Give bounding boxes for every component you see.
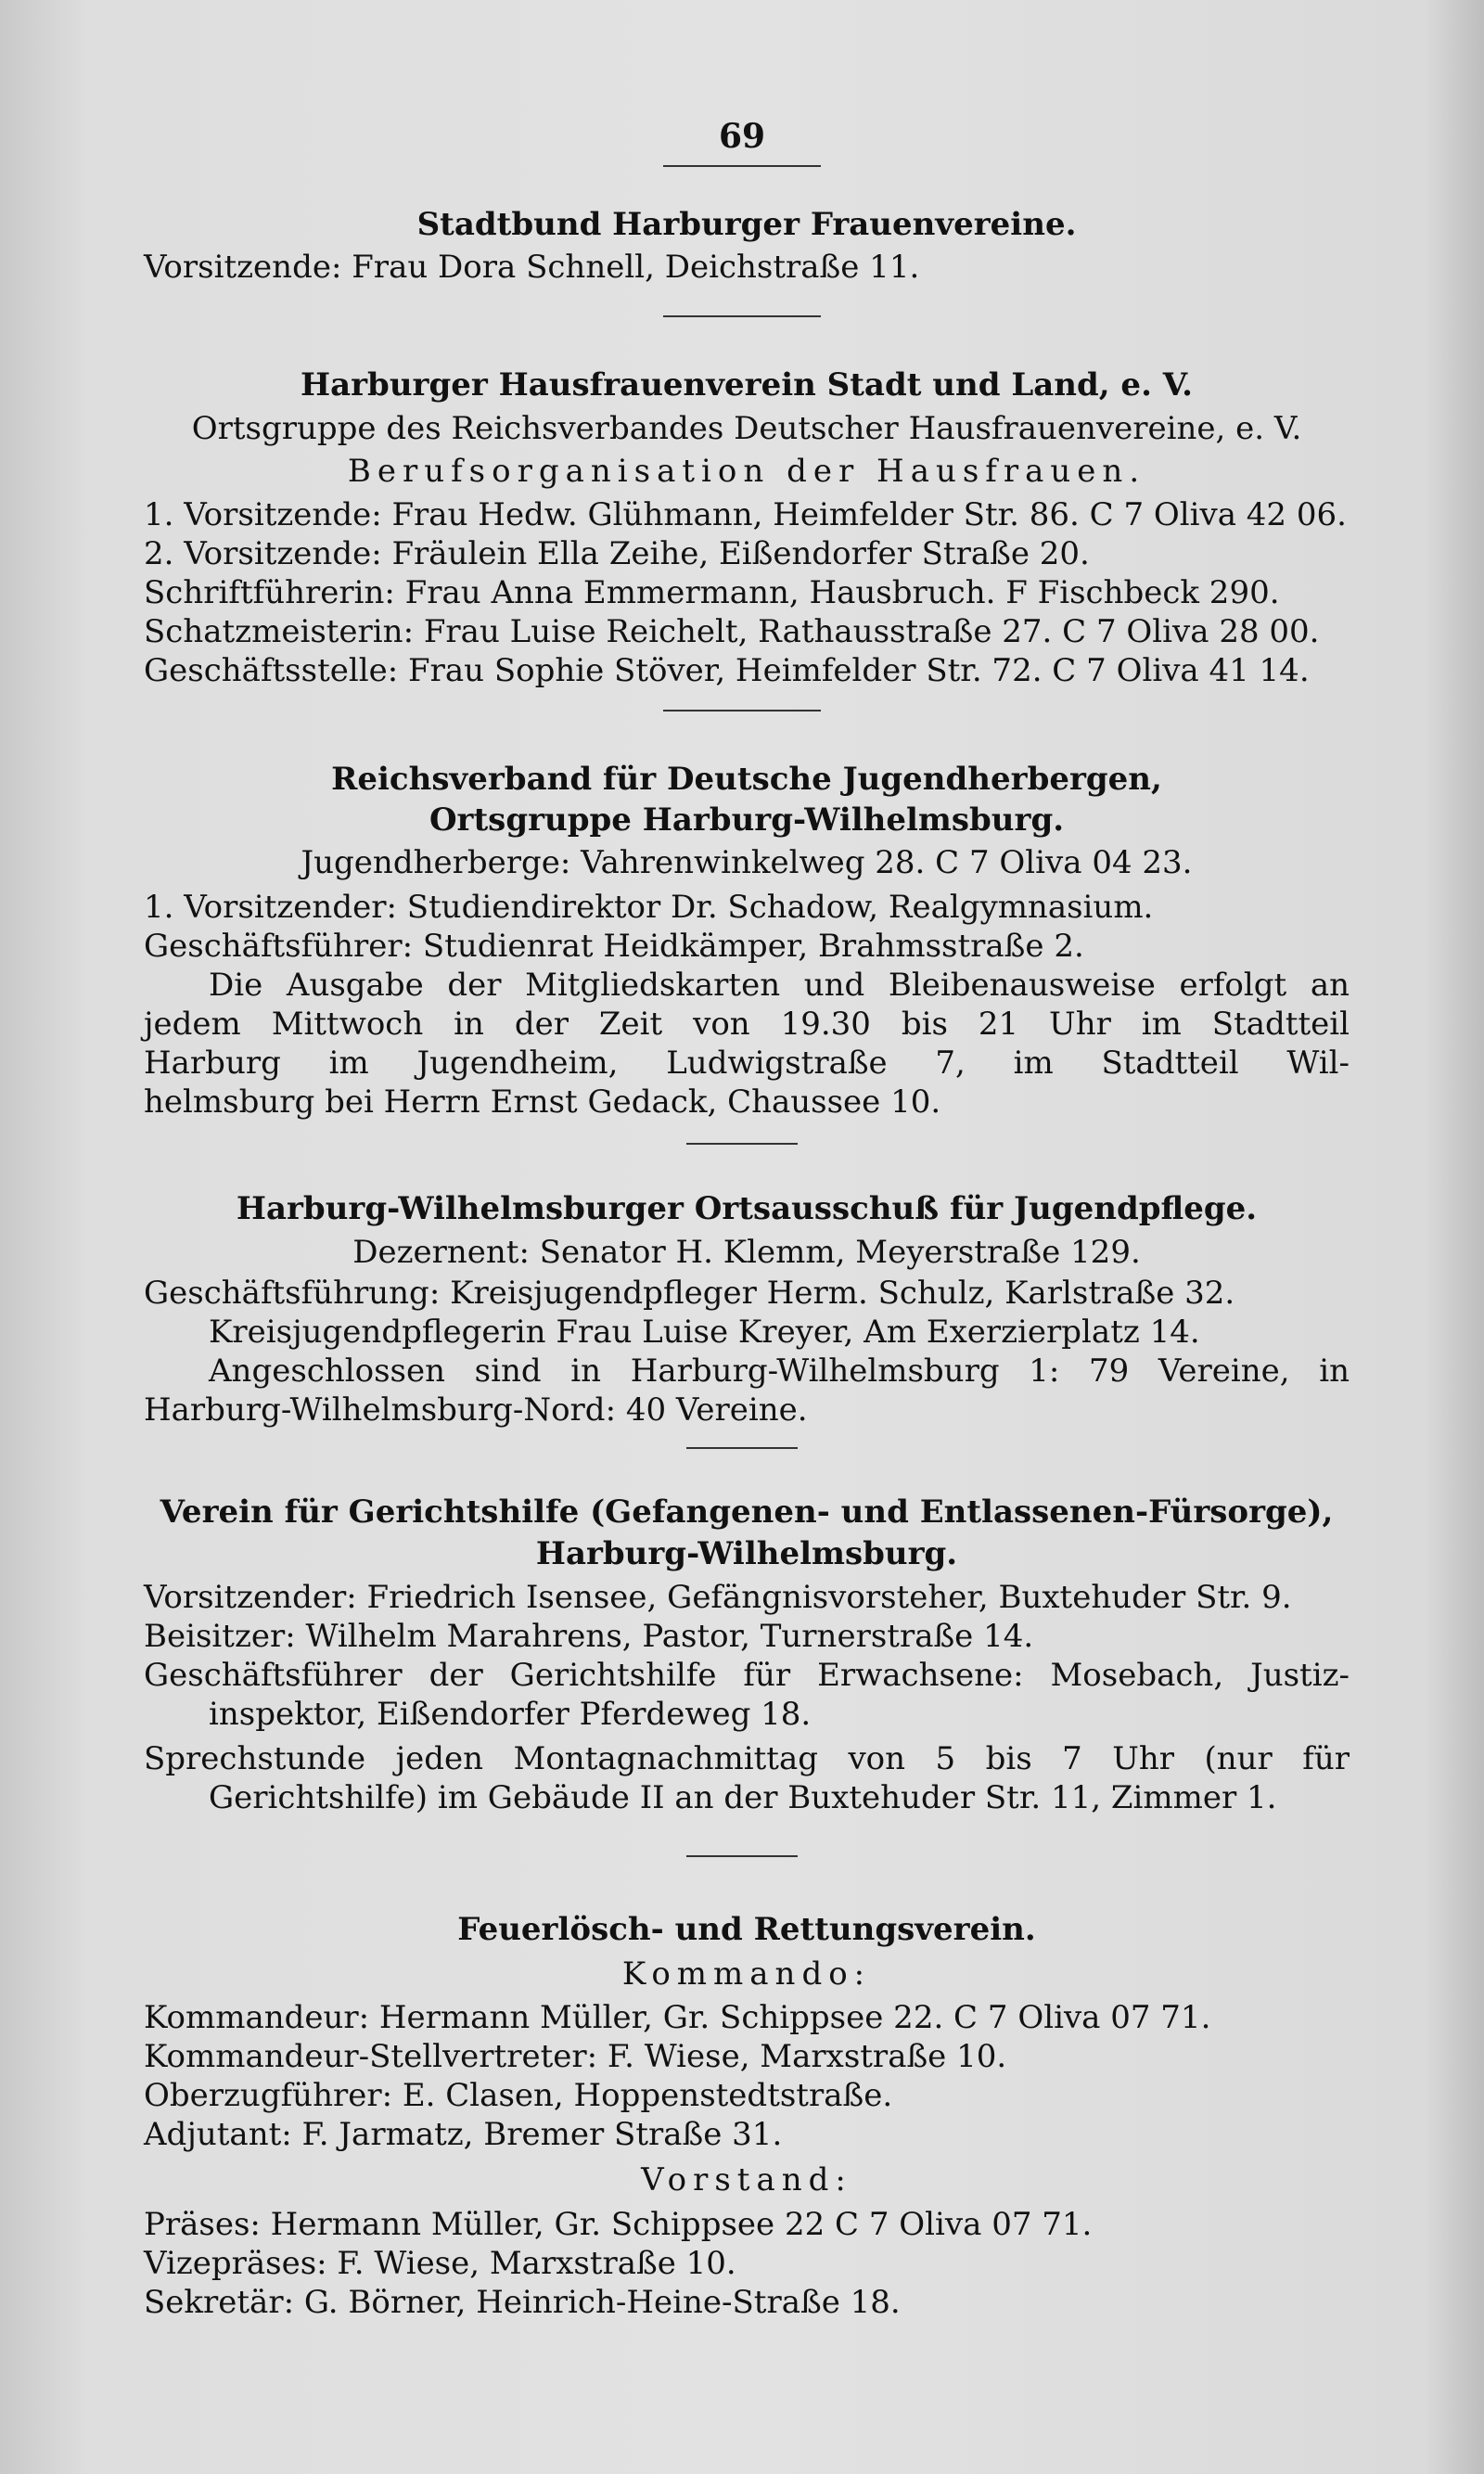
jugendherbergen-paragraph-4: helmsburg bei Herrn Ernst Gedack, Chaussee 10. bbox=[144, 1083, 941, 1121]
jugendpflege-title: Harburg-Wilhelmsburger Ortsausschuß für Jugendpflege. bbox=[236, 1190, 1258, 1227]
jugendpflege-line-5: Harburg-Wilhelmsburg-Nord: 40 Vereine. bbox=[144, 1391, 808, 1429]
jugendherbergen-paragraph-2: jedem Mittwoch in der Zeit von 19.30 bis 21 Uhr im Stadtteil bbox=[144, 1006, 1350, 1043]
divider-5 bbox=[686, 1855, 798, 1857]
divider-4 bbox=[686, 1447, 798, 1449]
feuerloesch-kommando-heading: Kommando: bbox=[621, 1955, 872, 1993]
feuerloesch-title: Feuerlösch- und Rettungsverein. bbox=[457, 1911, 1036, 1948]
hausfrauen-subtitle-1: Ortsgruppe des Reichsverbandes Deutscher Hausfrauenvereine, e. V. bbox=[191, 410, 1302, 447]
feuerloesch-line-5: Präses: Hermann Müller, Gr. Schippsee 22 C 7 Oliva 07 71. bbox=[144, 2206, 1093, 2243]
gerichtshilfe-line-5: Sprechstunde jeden Montagnachmittag von 5 bis 7 Uhr (nur für bbox=[144, 1740, 1350, 1777]
hausfrauen-title: Harburger Hausfrauenverein Stadt und Land, e. V. bbox=[300, 366, 1194, 404]
feuerloesch-line-3: Oberzugführer: E. Clasen, Hoppenstedtstraße. bbox=[144, 2077, 893, 2114]
stadtbund-title: Stadtbund Harburger Frauenvereine. bbox=[416, 206, 1077, 243]
jugendherbergen-line-1: Jugendherberge: Vahrenwinkelweg 28. C 7 Oliva 04 23. bbox=[301, 844, 1193, 881]
feuerloesch-line-6: Vizepräses: F. Wiese, Marxstraße 10. bbox=[144, 2245, 736, 2282]
feuerloesch-vorstand-heading: Vorstand: bbox=[641, 2161, 852, 2198]
jugendherbergen-paragraph-1: Die Ausgabe der Mitgliedskarten und Bleibenausweise erfolgt an bbox=[209, 967, 1350, 1004]
jugendpflege-line-1: Dezernent: Senator H. Klemm, Meyerstraße 129. bbox=[352, 1234, 1141, 1271]
divider-3 bbox=[686, 1143, 798, 1145]
jugendpflege-line-2: Geschäftsführung: Kreisjugendpfleger Herm. Schulz, Karlstraße 32. bbox=[144, 1275, 1235, 1312]
feuerloesch-line-1: Kommandeur: Hermann Müller, Gr. Schippsee 22. C 7 Oliva 07 71. bbox=[144, 1999, 1211, 2036]
jugendherbergen-paragraph-3: Harburg im Jugendheim, Ludwigstraße 7, im Stadtteil Wil- bbox=[144, 1045, 1350, 1082]
hausfrauen-line-5: Geschäftsstelle: Frau Sophie Stöver, Heimfelder Str. 72. C 7 Oliva 41 14. bbox=[144, 652, 1310, 689]
hausfrauen-line-4: Schatzmeisterin: Frau Luise Reichelt, Rathausstraße 27. C 7 Oliva 28 00. bbox=[144, 613, 1320, 650]
gerichtshilfe-line-3: Geschäftsführer der Gerichtshilfe für Erwachsene: Mosebach, Justiz- bbox=[144, 1657, 1350, 1694]
divider-2 bbox=[663, 710, 821, 711]
gerichtshilfe-line-1: Vorsitzender: Friedrich Isensee, Gefängnisvorsteher, Buxtehuder Str. 9. bbox=[144, 1579, 1292, 1616]
jugendherbergen-title-2: Ortsgruppe Harburg-Wilhelmsburg. bbox=[429, 801, 1065, 839]
feuerloesch-line-4: Adjutant: F. Jarmatz, Bremer Straße 31. bbox=[144, 2116, 783, 2153]
gerichtshilfe-line-6: Gerichtshilfe) im Gebäude II an der Buxtehuder Str. 11, Zimmer 1. bbox=[209, 1779, 1277, 1816]
divider-1 bbox=[663, 315, 821, 317]
feuerloesch-line-2: Kommandeur-Stellvertreter: F. Wiese, Marxstraße 10. bbox=[144, 2038, 1007, 2075]
jugendherbergen-line-2: 1. Vorsitzender: Studiendirektor Dr. Schadow, Realgymnasium. bbox=[144, 889, 1154, 926]
page-number: 69 bbox=[718, 117, 766, 156]
jugendpflege-line-4: Angeschlossen sind in Harburg-Wilhelmsburg 1: 79 Vereine, in bbox=[209, 1352, 1350, 1390]
hausfrauen-line-2: 2. Vorsitzende: Fräulein Ella Zeihe, Eißendorfer Straße 20. bbox=[144, 535, 1090, 572]
jugendherbergen-line-3: Geschäftsführer: Studienrat Heidkämper, Brahmsstraße 2. bbox=[144, 928, 1084, 965]
page-number-rule bbox=[663, 165, 821, 167]
gerichtshilfe-line-4: inspektor, Eißendorfer Pferdeweg 18. bbox=[209, 1696, 812, 1733]
feuerloesch-line-7: Sekretär: G. Börner, Heinrich-Heine-Straße 18. bbox=[144, 2284, 901, 2321]
hausfrauen-line-1: 1. Vorsitzende: Frau Hedw. Glühmann, Heimfelder Str. 86. C 7 Oliva 42 06. bbox=[144, 496, 1347, 533]
stadtbund-line-1: Vorsitzende: Frau Dora Schnell, Deichstraße 11. bbox=[144, 249, 920, 286]
gerichtshilfe-title-1: Verein für Gerichtshilfe (Gefangenen- und Entlassenen-Fürsorge), bbox=[160, 1493, 1334, 1531]
jugendherbergen-title-1: Reichsverband für Deutsche Jugendherbergen, bbox=[331, 761, 1162, 798]
jugendpflege-line-3: Kreisjugendpflegerin Frau Luise Kreyer, Am Exerzierplatz 14. bbox=[209, 1314, 1200, 1351]
gerichtshilfe-title-2: Harburg-Wilhelmsburg. bbox=[535, 1535, 958, 1572]
hausfrauen-subtitle-2: Berufsorganisation der Hausfrauen. bbox=[347, 453, 1146, 490]
gerichtshilfe-line-2: Beisitzer: Wilhelm Marahrens, Pastor, Turnerstraße 14. bbox=[144, 1618, 1034, 1655]
hausfrauen-line-3: Schriftführerin: Frau Anna Emmermann, Hausbruch. F Fischbeck 290. bbox=[144, 574, 1280, 611]
